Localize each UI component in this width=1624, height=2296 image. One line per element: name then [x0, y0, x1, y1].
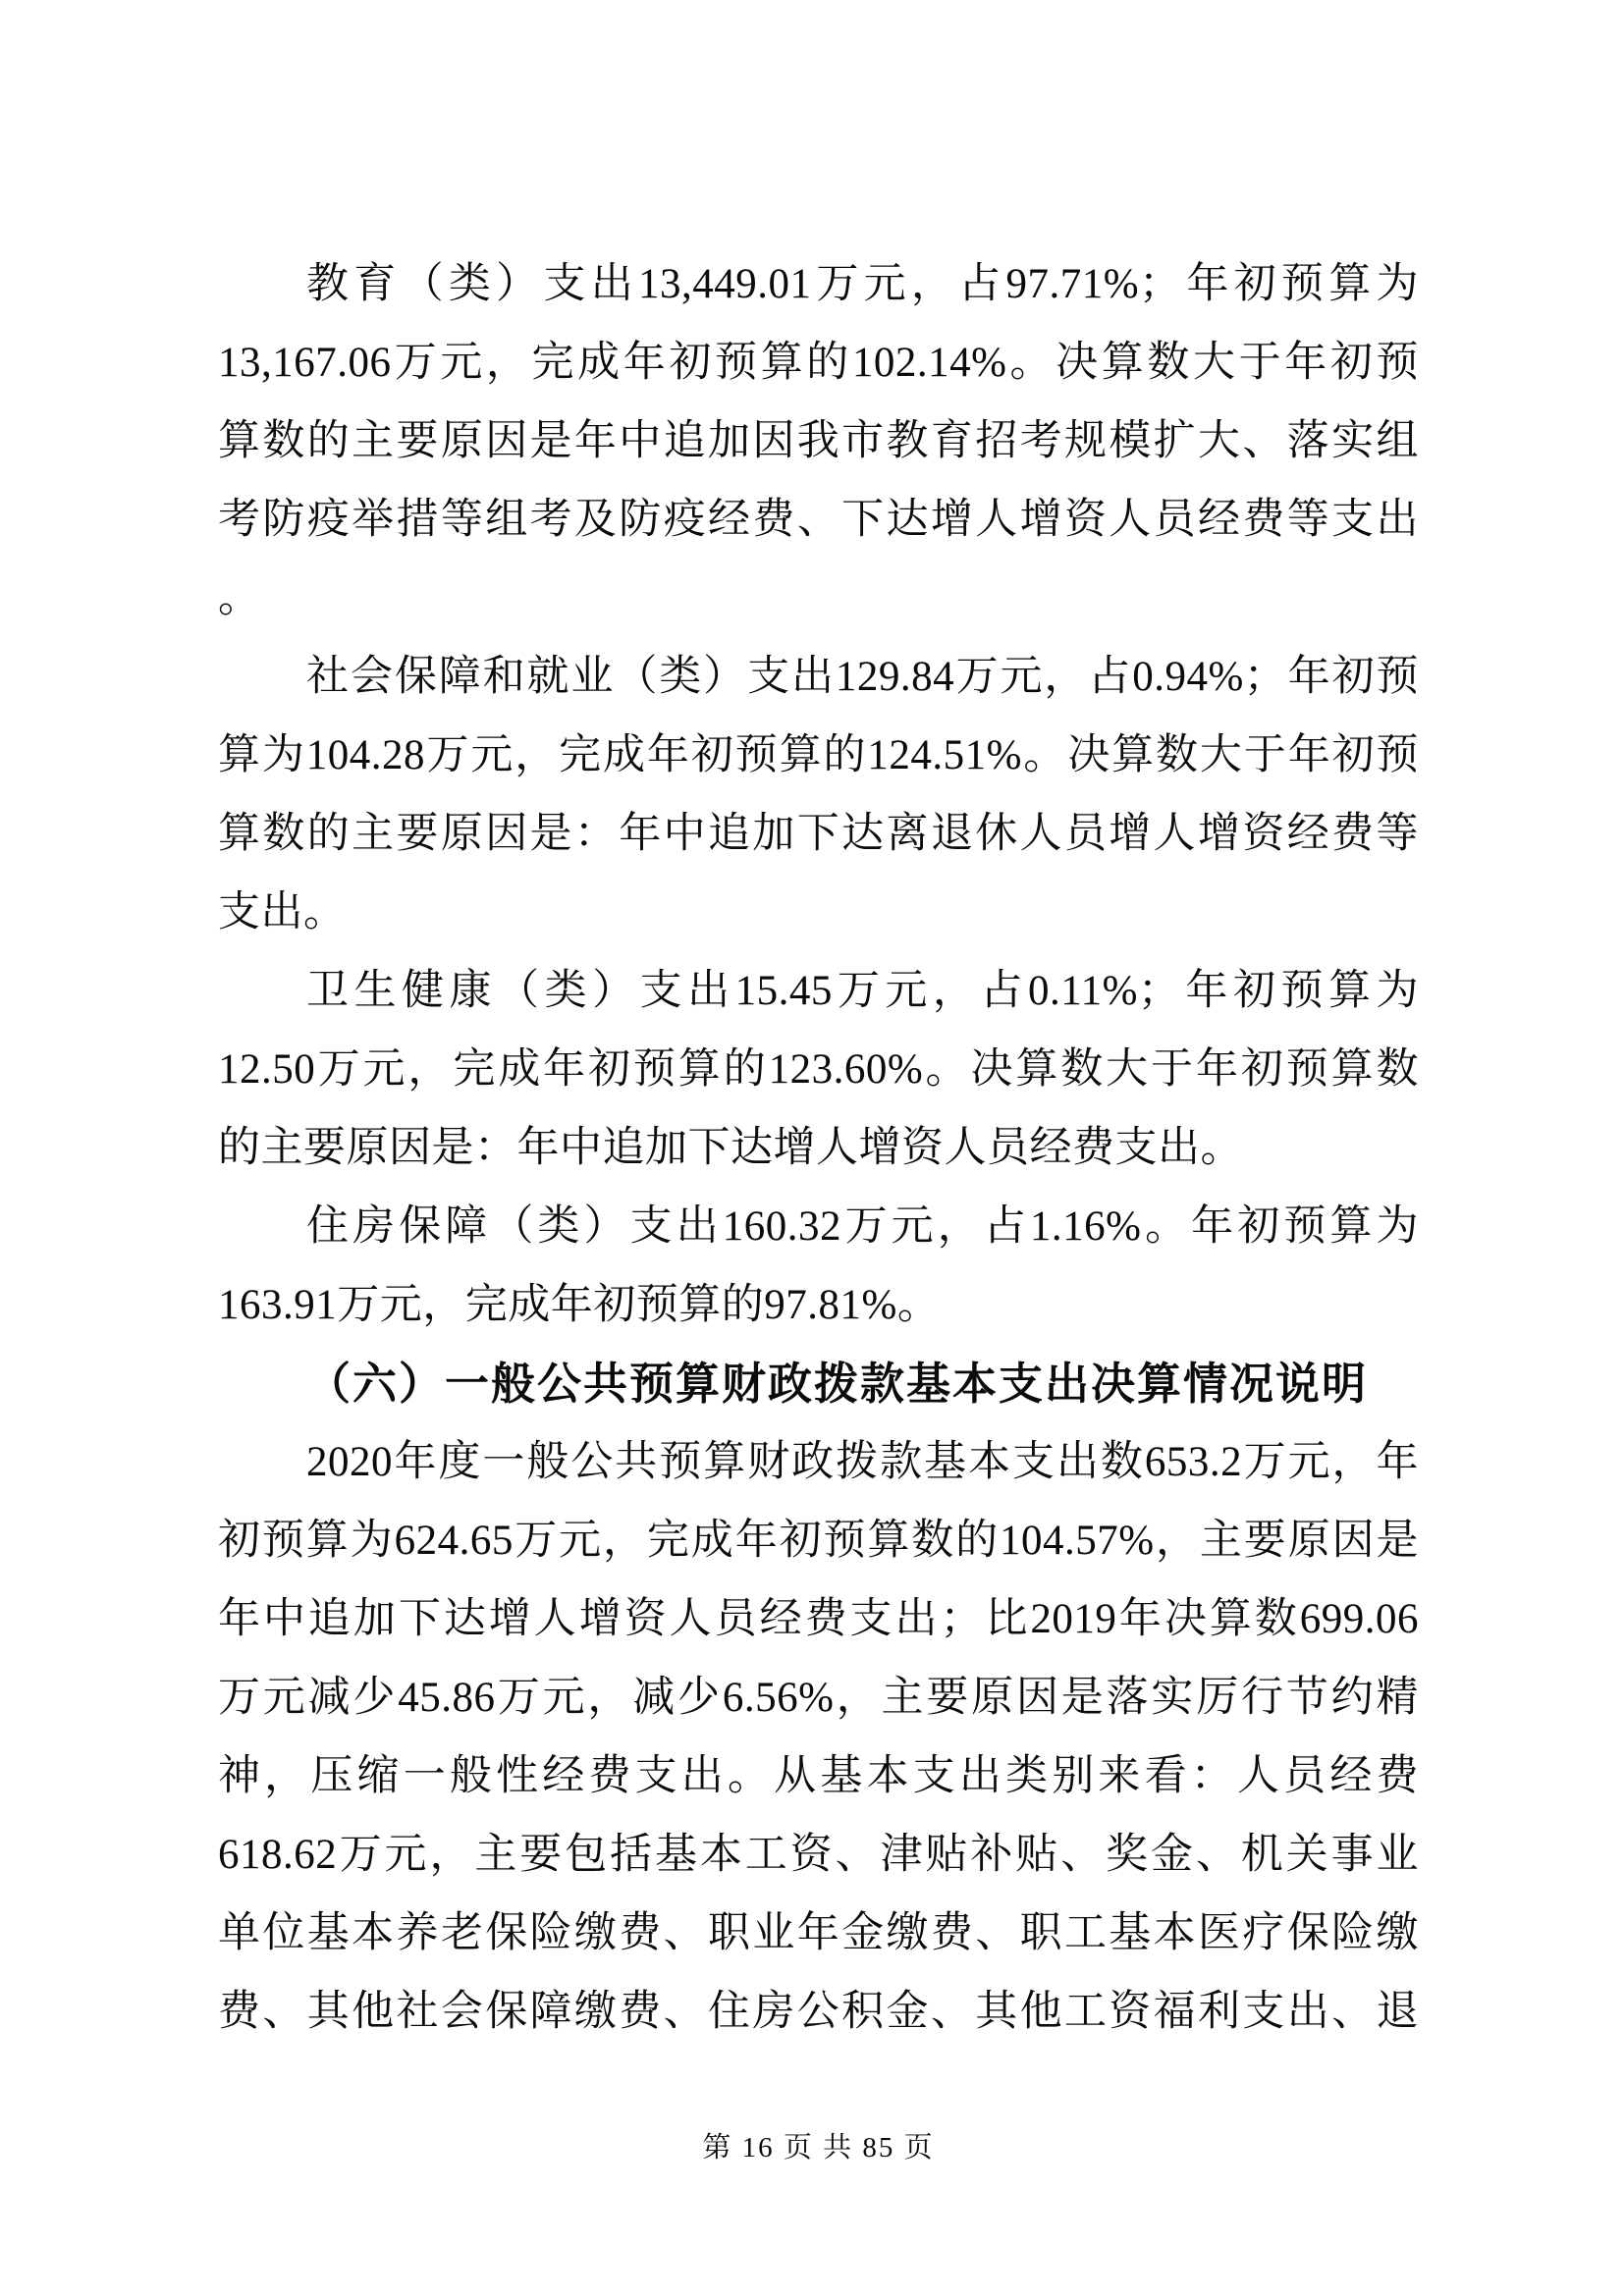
text-line: 年中追加下达增人增资人员经费支出；比2019年决算数699.06: [218, 1596, 1419, 1642]
text-line: 卫生健康（类）支出15.45万元，占0.11%；年初预算为: [306, 968, 1419, 1014]
text-line: 考防疫举措等组考及防疫经费、下达增人增资人员经费等支出: [218, 497, 1419, 543]
text-line: 163.91万元，完成年初预算的97.81%。: [218, 1282, 941, 1328]
text-line: 支出。: [218, 889, 347, 935]
text-line: 。: [218, 575, 261, 621]
text-line: 的主要原因是：年中追加下达增人增资人员经费支出。: [218, 1125, 1243, 1171]
text-line: 社会保障和就业（类）支出129.84万元，占0.94%；年初预: [306, 654, 1419, 700]
text-line: 初预算为624.65万元，完成年初预算数的104.57%，主要原因是: [218, 1518, 1419, 1564]
text-line: 算数的主要原因是：年中追加下达离退休人员增人增资经费等: [218, 811, 1419, 857]
document-text-body: [218, 245, 1419, 2052]
page-number-footer: 第 16 页 共 85 页: [702, 2132, 935, 2163]
text-line: 单位基本养老保险缴费、职业年金缴费、职工基本医疗保险缴: [218, 1910, 1419, 1956]
text-line: 费、其他社会保障缴费、住房公积金、其他工资福利支出、退: [218, 1989, 1419, 2035]
section-heading: （六）一般公共预算财政拨款基本支出决算情况说明: [306, 1360, 1369, 1409]
text-line: 618.62万元，主要包括基本工资、津贴补贴、奖金、机关事业: [218, 1832, 1419, 1878]
text-line: 算为104.28万元，完成年初预算的124.51%。决算数大于年初预: [218, 732, 1419, 778]
text-line: 万元减少45.86万元，减少6.56%，主要原因是落实厉行节约精: [218, 1675, 1419, 1721]
text-line: 2020年度一般公共预算财政拨款基本支出数653.2万元，年: [306, 1439, 1419, 1485]
text-line: 神，压缩一般性经费支出。从基本支出类别来看：人员经费: [218, 1753, 1419, 1799]
text-line: 住房保障（类）支出160.32万元，占1.16%。年初预算为: [306, 1203, 1419, 1250]
text-line: 12.50万元，完成年初预算的123.60%。决算数大于年初预算数: [218, 1046, 1419, 1093]
text-line: 教育（类）支出13,449.01万元，占97.71%；年初预算为: [306, 261, 1419, 307]
text-line: 13,167.06万元，完成年初预算的102.14%。决算数大于年初预: [218, 340, 1419, 386]
text-line: 算数的主要原因是年中追加因我市教育招考规模扩大、落实组: [218, 418, 1419, 464]
